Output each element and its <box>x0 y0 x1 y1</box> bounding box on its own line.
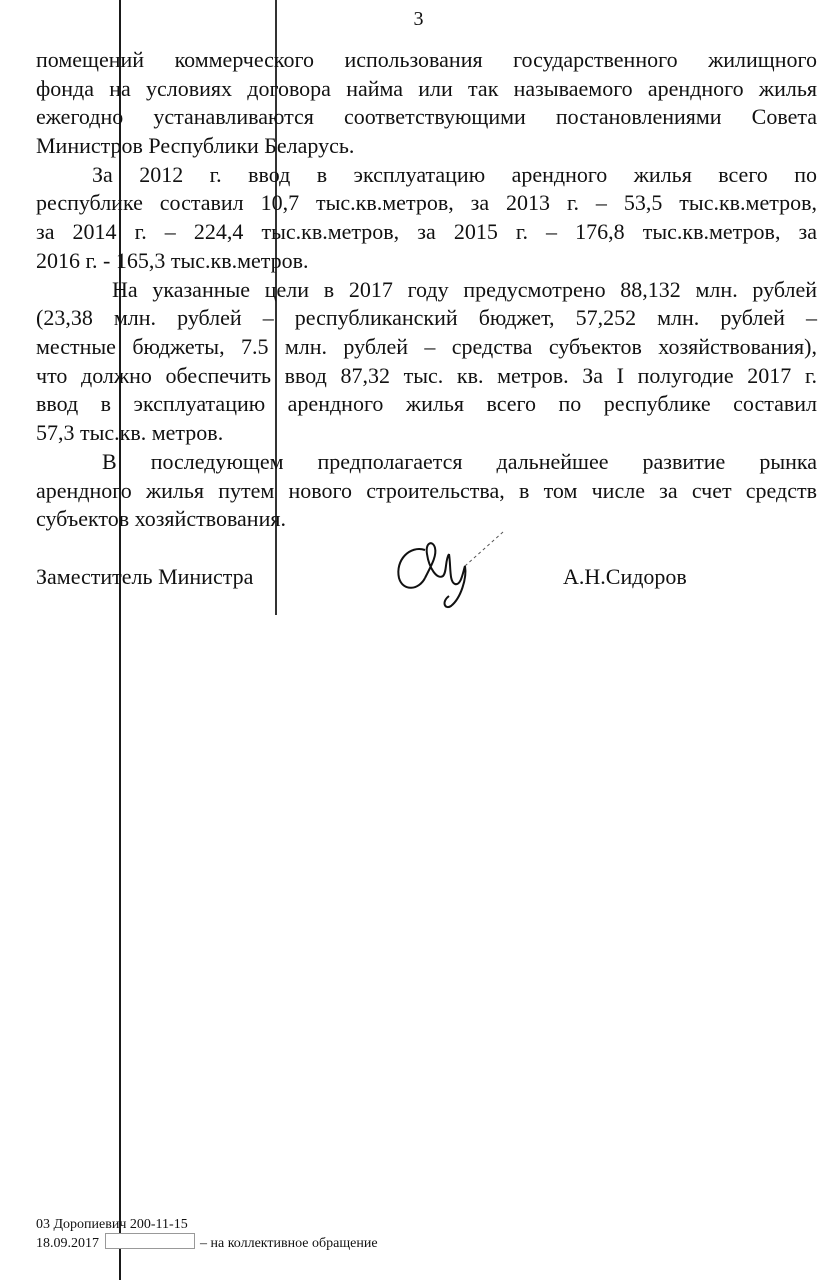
redacted-field <box>105 1233 195 1249</box>
footer-executor-line: 03 Доропиевич 200-11-15 <box>36 1217 188 1232</box>
signatory-title: Заместитель Министра <box>36 564 254 589</box>
paragraph-4-line: В последующем предполагается дальнейшее развитие рынка <box>102 449 817 474</box>
paragraph-3-line: На указанные цели в 2017 году предусмотрено 88,132 млн. рублей <box>112 277 817 302</box>
paragraph-1-line: помещений коммерческого использования государственного жилищного <box>36 47 817 72</box>
footer-reference-text: – на коллективное обращение <box>200 1236 378 1251</box>
footer-reference-line <box>36 1233 378 1252</box>
paragraph-3-line: местные бюджеты, 7.5 млн. рублей – средства субъектов хозяйствования), <box>36 334 817 359</box>
paragraph-2-line: за 2014 г. – 224,4 тыс.кв.метров, за 2015 г. – 176,8 тыс.кв.метров, за <box>36 219 817 244</box>
paragraph-3-line: 57,3 тыс.кв. метров. <box>36 420 224 445</box>
paragraph-3-line: (23,38 млн. рублей – республиканский бюджет, 57,252 млн. рублей – <box>36 305 817 330</box>
page-number: 3 <box>413 8 424 30</box>
paragraph-2-line: За 2012 г. ввод в эксплуатацию арендного жилья всего по <box>92 162 817 187</box>
paragraph-1-line: Министров Республики Беларусь. <box>36 133 355 158</box>
paragraph-1-line: ежегодно устанавливаются соответствующими постановлениями Совета <box>36 104 817 129</box>
paragraph-4-line: арендного жилья путем нового строительства, в том числе за счет средств <box>36 478 817 503</box>
paragraph-2-line: 2016 г. - 165,3 тыс.кв.метров. <box>36 248 309 273</box>
paragraph-3-line: ввод в эксплуатацию арендного жилья всего по республике составил <box>36 391 817 416</box>
paragraph-1-line: фонда на условиях договора найма или так называемого арендного жилья <box>36 76 817 101</box>
signatory-name: А.Н.Сидоров <box>563 564 687 589</box>
paragraph-2-line: республике составил 10,7 тыс.кв.метров, за 2013 г. – 53,5 тыс.кв.метров, <box>36 190 817 215</box>
paragraph-3-line: что должно обеспечить ввод 87,32 тыс. кв. метров. За I полугодие 2017 г. <box>36 363 817 388</box>
footer-date: 18.09.2017 <box>36 1236 99 1251</box>
handwritten-signature <box>385 520 515 615</box>
paragraph-4-line: субъектов хозяйствования. <box>36 506 286 531</box>
